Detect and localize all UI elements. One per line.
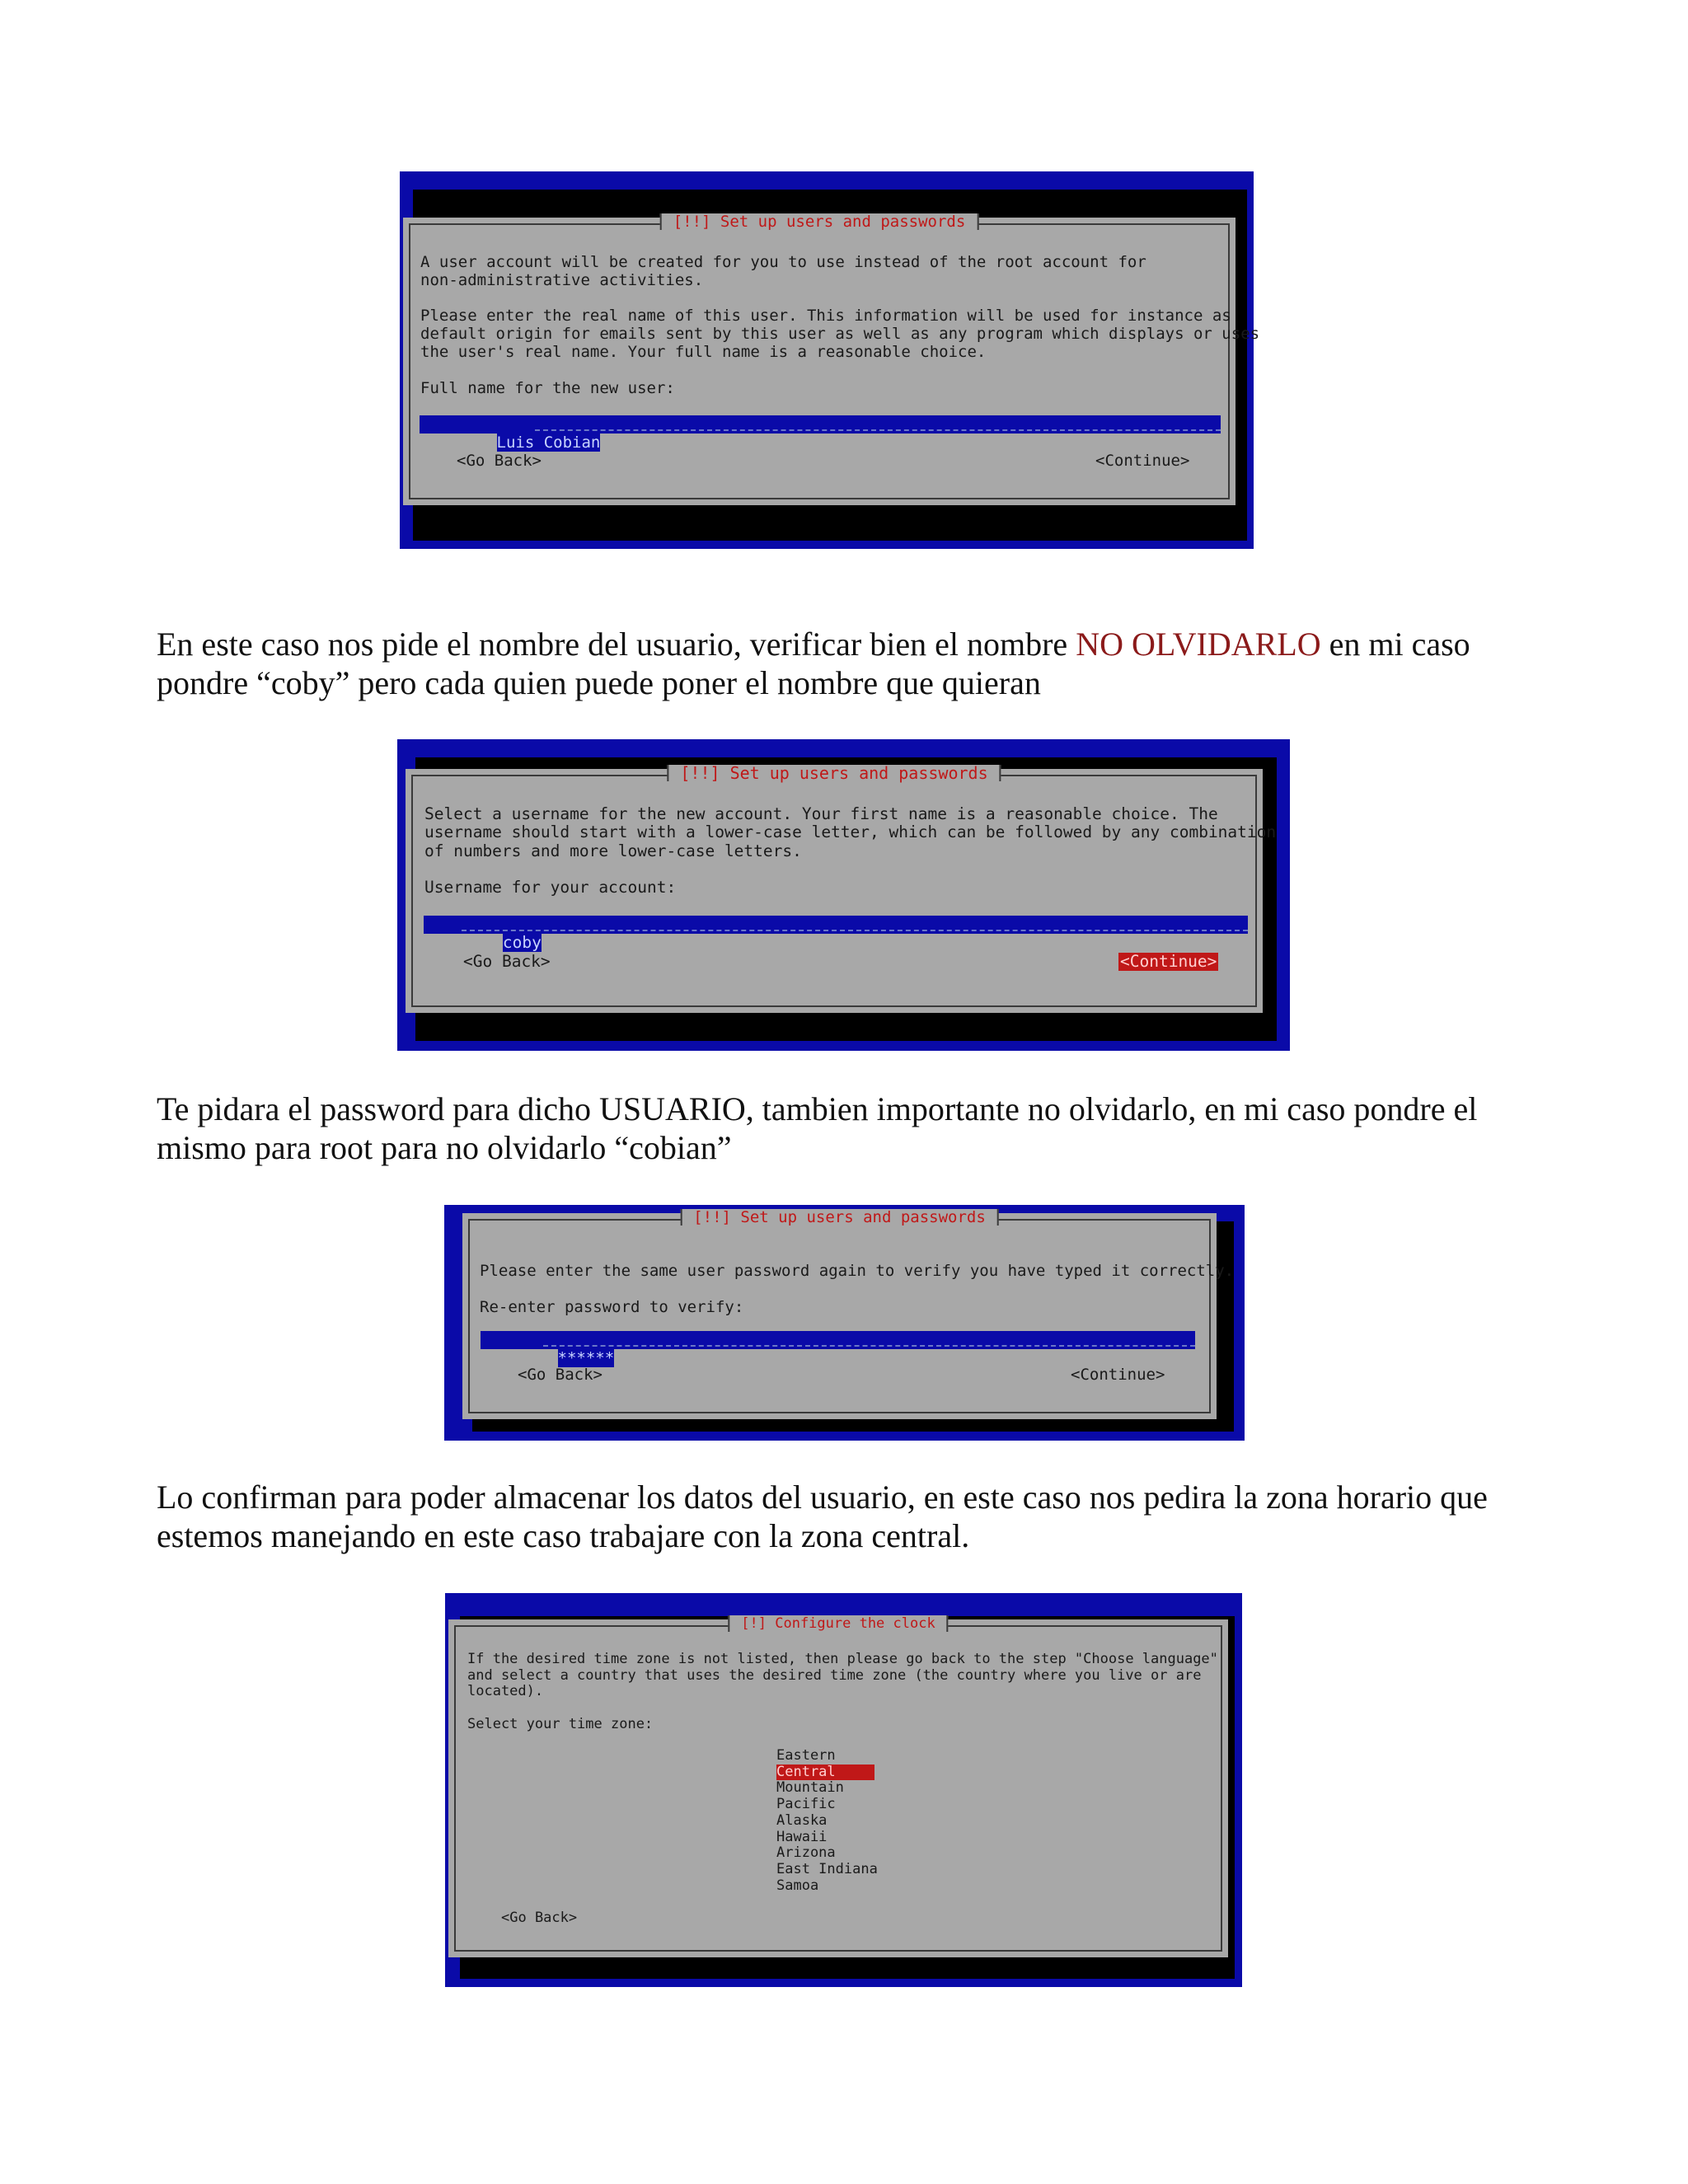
full-name-value: Luis Cobian (496, 434, 601, 452)
password-verify-input[interactable] (481, 1331, 1195, 1367)
input-underline (535, 429, 1221, 431)
continue-button[interactable]: <Continue> (1095, 452, 1190, 470)
dialog-message: Select a username for the new account. Your first name is a reasonable choice. The username should start with a lower-case letter, which can be followed by any combination of numbers and more lower-case letters. Username for your account: (424, 804, 1277, 898)
timezone-option[interactable]: Hawaii (776, 1828, 828, 1845)
installer-screenshot-username (397, 739, 1290, 1051)
timezone-option[interactable]: East Indiana (776, 1860, 878, 1877)
password-value: ****** (557, 1349, 615, 1367)
paragraph-timezone-note: Lo confirman para poder almacenar los datos del usuario, en este caso nos pedira la zona horario que estemos manejando en este caso trabajare con la zona central. (157, 1479, 1488, 1554)
installer-screenshot-password (444, 1205, 1245, 1441)
input-underline (543, 1345, 1195, 1347)
dialog-message: If the desired time zone is not listed, then please go back to the step "Choose language" and select a country that uses the desired time zone (the country where you live or are located). Select your time zone: (467, 1651, 1218, 1732)
timezone-option-selected[interactable]: Central (776, 1765, 874, 1781)
dialog-title: [!!] Set up users and passwords (680, 1209, 999, 1226)
username-input[interactable] (424, 916, 1248, 952)
timezone-option[interactable]: Eastern (776, 1747, 836, 1764)
dialog-title: [!] Configure the clock (728, 1615, 948, 1632)
full-name-input[interactable] (420, 415, 1221, 452)
setup-users-dialog (406, 763, 1277, 1013)
dialog-title: [!!] Set up users and passwords (660, 213, 979, 230)
installer-screenshot-fullname (400, 171, 1260, 549)
go-back-button[interactable]: <Go Back> (463, 952, 551, 971)
continue-button[interactable]: <Continue> (1120, 952, 1217, 971)
dialog-frame (468, 1208, 1211, 1413)
continue-button[interactable]: <Continue> (1071, 1366, 1165, 1384)
dialog-title: [!!] Set up users and passwords (667, 765, 1001, 781)
input-underline (462, 930, 1248, 931)
timezone-option[interactable]: Mountain (776, 1779, 844, 1797)
timezone-option[interactable]: Arizona (776, 1844, 836, 1862)
timezone-option[interactable]: Samoa (776, 1877, 819, 1894)
setup-users-dialog (462, 1208, 1235, 1419)
timezone-option[interactable]: Alaska (776, 1811, 828, 1829)
username-value: coby (502, 933, 542, 952)
timezone-option[interactable]: Pacific (776, 1796, 836, 1813)
paragraph-username-note (157, 625, 1541, 702)
paragraph-password-note: Te pidara el password para dicho USUARIO, tambien importante no olvidarlo, en mi caso pondre el mismo para root para no olvidarlo “cobian” (157, 1090, 1478, 1166)
emphasis-text: NO OLVIDARLO (1076, 626, 1321, 663)
go-back-button[interactable]: <Go Back> (518, 1366, 603, 1384)
dialog-message: A user account will be created for you to use instead of the root account for non-administrative activities. Please enter the real name of this user. This information will be used for instance as default origin for emails sent by this user as well as any program which displays or uses the user's real name. Your full name is a reasonable choice. Full name for the new user: (420, 253, 1260, 397)
configure-clock-dialog (448, 1615, 1228, 1957)
paragraph-text: En este caso nos pide el nombre del usuario, verificar bien el nombre (157, 626, 1076, 663)
paragraph-text: en mi caso pondre “coby” pero cada quien puede poner el nombre que quieran (157, 626, 1470, 701)
installer-screenshot-timezone (445, 1593, 1242, 1987)
go-back-button[interactable]: <Go Back> (501, 1910, 578, 1926)
dialog-message: Please enter the same user password again to verify you have typed it correctly. Re-enter password to verify: (480, 1262, 1235, 1316)
go-back-button[interactable]: <Go Back> (457, 452, 542, 470)
setup-users-dialog (403, 213, 1260, 505)
